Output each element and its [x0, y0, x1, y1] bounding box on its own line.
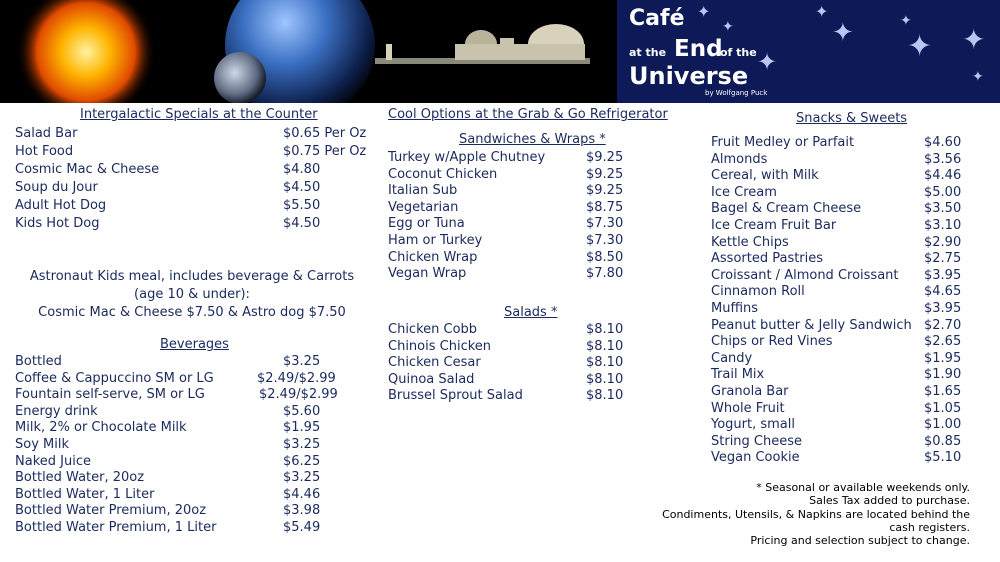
- menu-item-row: [711, 333, 1000, 350]
- menu-item-name: Adult Hot Dog: [15, 198, 107, 213]
- menu-item-row: [15, 502, 321, 519]
- note-registers: cash registers.: [889, 520, 970, 534]
- menu-item-price: $0.85: [924, 433, 962, 449]
- menu-item-name: Bottled Water, 20oz: [15, 470, 145, 486]
- menu-item-row: [15, 453, 321, 470]
- menu-item-row: [15, 370, 336, 387]
- logo-of-the: of the: [720, 46, 757, 59]
- menu-item-name: Trail Mix: [711, 367, 765, 383]
- menu-item-row: [388, 232, 688, 249]
- menu-item-price: $2.65: [924, 334, 962, 350]
- menu-item-row: [711, 366, 1000, 383]
- menu-item-row: [711, 184, 1000, 201]
- moon-illustration: [214, 52, 266, 103]
- menu-item-price: $2.70: [924, 317, 962, 333]
- menu-item-price: $3.56: [924, 151, 962, 167]
- menu-item-name: Vegan Cookie: [711, 450, 800, 466]
- menu-item-row: [388, 166, 688, 183]
- menu-item-price: $8.50: [586, 249, 624, 265]
- menu-item-name: Kids Hot Dog: [15, 216, 100, 231]
- logo-byline: by Wolfgang Puck: [705, 89, 768, 97]
- menu-item-name: Milk, 2% or Chocolate Milk: [15, 420, 187, 436]
- menu-item-price: $8.10: [586, 371, 624, 387]
- menu-item-name: Bottled Water, 1 Liter: [15, 486, 155, 502]
- menu-item-name: Fountain self-serve, SM or LG: [15, 387, 205, 403]
- menu-item-row: [388, 182, 688, 199]
- menu-item-name: Assorted Pastries: [711, 251, 824, 267]
- menu-item-price: $4.65: [924, 284, 962, 300]
- menu-item-name: Egg or Tuna: [388, 216, 465, 232]
- star-icon: ✦: [697, 2, 711, 21]
- menu-item-price: $2.49/$2.99: [257, 370, 336, 386]
- menu-item-row: [711, 267, 1000, 284]
- menu-item-name: Kettle Chips: [711, 234, 789, 250]
- menu-item-name: Vegetarian: [388, 199, 459, 215]
- menu-item-price: $7.80: [586, 266, 624, 282]
- menu-item-row: [388, 215, 688, 232]
- menu-item-row: [15, 419, 321, 436]
- menu-item-price: $3.50: [924, 201, 962, 217]
- menu-item-name: Naked Juice: [15, 453, 91, 469]
- menu-item-price: $4.46: [924, 168, 962, 184]
- menu-item-row: [15, 486, 321, 503]
- menu-item-row: [711, 134, 1000, 151]
- menu-item-name: Ice Cream: [711, 184, 777, 200]
- note-condiments: Condiments, Utensils, & Napkins are located behind the: [662, 507, 970, 521]
- menu-item-price: $4.50: [283, 216, 321, 231]
- menu-item-row: [15, 143, 367, 160]
- kids-meal-line1: Astronaut Kids meal, includes beverage & Carrots: [29, 269, 355, 284]
- menu-item-price: $4.50: [283, 180, 321, 195]
- star-icon: ✦: [907, 29, 933, 64]
- menu-item-row: [388, 354, 688, 371]
- menu-item-name: Energy drink: [15, 403, 98, 419]
- menu-item-price: $8.10: [586, 338, 624, 354]
- menu-item-price: $2.90: [924, 234, 962, 250]
- menu-item-price: $3.25: [283, 354, 321, 369]
- logo-universe: Universe: [629, 62, 749, 90]
- menu-item-row: [15, 215, 321, 232]
- star-icon: ✦: [972, 69, 984, 85]
- menu-item-price: $0.75 Per Oz: [283, 144, 367, 159]
- menu-item-row: [15, 469, 321, 486]
- menu-item-price: $1.05: [924, 400, 962, 416]
- menu-item-price: $8.10: [586, 355, 624, 371]
- menu-item-name: Bottled Water Premium, 20oz: [15, 503, 207, 519]
- header-banner: [0, 0, 1000, 103]
- menu-item-price: $4.46: [283, 486, 321, 502]
- menu-item-name: Cosmic Mac & Cheese: [15, 162, 160, 177]
- menu-item-row: [711, 283, 1000, 300]
- menu-item-name: Salad Bar: [15, 126, 78, 141]
- menu-item-price: $1.65: [924, 384, 962, 399]
- menu-item-name: Cereal, with Milk: [711, 168, 819, 184]
- salads-section-title: Salads *: [504, 305, 558, 320]
- menu-item-name: Turkey w/Apple Chutney: [388, 150, 546, 165]
- menu-item-row: [15, 403, 321, 420]
- menu-item-name: Chicken Cesar: [388, 355, 481, 371]
- menu-item-name: Croissant / Almond Croissant: [711, 267, 899, 283]
- menu-item-name: Coffee & Cappuccino SM or LG: [15, 370, 214, 386]
- menu-item-price: $1.95: [924, 350, 962, 366]
- star-icon: ✦: [722, 19, 734, 35]
- kids-meal-line2: (age 10 & under):: [134, 287, 250, 302]
- menu-item-row: [711, 449, 1000, 466]
- logo-at-the: at the: [629, 46, 667, 59]
- menu-item-row: [711, 234, 1000, 251]
- menu-item-price: $2.49/$2.99: [259, 387, 338, 403]
- menu-item-name: Chicken Cobb: [388, 322, 478, 337]
- menu-item-row: [711, 200, 1000, 217]
- menu-notes: [640, 481, 970, 547]
- star-icon: ✦: [962, 23, 986, 56]
- menu-item-price: $6.25: [283, 453, 321, 469]
- menu-item-name: Candy: [711, 350, 753, 366]
- snacks-section-title: Snacks & Sweets: [796, 111, 908, 126]
- kids-meal-line3: Cosmic Mac & Cheese $7.50 & Astro dog $7.50: [38, 305, 346, 320]
- menu-item-name: Fruit Medley or Parfait: [711, 135, 855, 150]
- menu-item-row: [711, 433, 1000, 450]
- menu-item-row: [388, 149, 688, 166]
- sandwiches-section-title: Sandwiches & Wraps *: [459, 132, 606, 147]
- menu-item-price: $3.25: [283, 470, 321, 486]
- menu-item-row: [15, 161, 321, 178]
- menu-item-price: $1.95: [283, 420, 321, 436]
- menu-item-row: [388, 321, 688, 338]
- menu-item-name: Chicken Wrap: [388, 249, 478, 265]
- menu-item-row: [711, 167, 1000, 184]
- menu-item-price: $5.60: [283, 403, 321, 419]
- menu-item-row: [711, 300, 1000, 317]
- menu-item-price: $3.25: [283, 437, 321, 452]
- menu-item-name: Muffins: [711, 301, 759, 316]
- menu-item-price: $4.60: [924, 135, 962, 150]
- menu-item-row: [711, 217, 1000, 234]
- menu-item-name: Granola Bar: [711, 384, 789, 399]
- menu-item-price: $4.80: [283, 162, 321, 177]
- menu-item-row: [388, 249, 688, 266]
- menu-item-price: $1.00: [924, 417, 962, 433]
- menu-item-price: $9.25: [586, 166, 624, 182]
- menu-item-price: $0.65 Per Oz: [283, 126, 367, 141]
- menu-item-name: Coconut Chicken: [388, 166, 498, 182]
- menu-item-name: Cinnamon Roll: [711, 284, 805, 300]
- menu-item-name: Chinois Chicken: [388, 338, 492, 354]
- menu-item-name: Soup du Jour: [15, 180, 98, 195]
- menu-item-price: $3.98: [283, 503, 321, 519]
- menu-item-row: [388, 199, 688, 216]
- menu-item-name: Soy Milk: [15, 437, 69, 452]
- menu-item-row: [15, 519, 321, 536]
- menu-item-price: $7.30: [586, 233, 624, 248]
- beverages-section-title: Beverages: [160, 337, 229, 352]
- menu-item-price: $3.95: [924, 301, 962, 316]
- menu-item-price: $9.25: [586, 150, 624, 165]
- menu-item-row: [388, 371, 688, 388]
- menu-item-row: [15, 386, 338, 403]
- logo-end: End: [674, 36, 723, 62]
- star-icon: ✦: [757, 48, 778, 76]
- menu-item-row: [711, 250, 1000, 267]
- menu-item-name: Quinoa Salad: [388, 371, 475, 387]
- menu-item-name: Italian Sub: [388, 183, 458, 199]
- cafe-logo: [617, 0, 1000, 103]
- menu-item-row: [388, 338, 688, 355]
- menu-item-price: $5.10: [924, 450, 962, 466]
- menu-item-row: [15, 125, 367, 142]
- menu-item-row: [711, 151, 1000, 168]
- note-sales-tax: Sales Tax added to purchase.: [809, 494, 970, 508]
- menu-item-price: $5.50: [283, 198, 321, 213]
- star-icon: ✦: [900, 13, 912, 29]
- menu-item-price: $3.10: [924, 218, 962, 233]
- star-icon: ✦: [815, 2, 829, 21]
- menu-item-name: Almonds: [711, 151, 768, 167]
- menu-item-price: $8.10: [586, 322, 624, 337]
- note-pricing: Pricing and selection subject to change.: [750, 534, 970, 548]
- menu-item-row: [711, 383, 1000, 400]
- menu-item-name: String Cheese: [711, 433, 803, 449]
- grabgo-section-title: Cool Options at the Grab & Go Refrigerator: [388, 107, 668, 122]
- menu-item-row: [15, 436, 321, 453]
- menu-item-price: $8.10: [586, 388, 624, 404]
- logo-cafe: Café: [629, 6, 685, 31]
- menu-item-row: [711, 350, 1000, 367]
- menu-item-price: $5.49: [283, 520, 321, 535]
- counter-section-title: Intergalactic Specials at the Counter: [80, 107, 318, 122]
- menu-item-row: [388, 387, 688, 404]
- menu-item-price: $3.95: [924, 267, 962, 283]
- menu-item-name: Vegan Wrap: [388, 266, 467, 282]
- menu-item-price: $8.75: [586, 199, 624, 215]
- menu-item-price: $2.75: [924, 251, 962, 267]
- menu-item-row: [711, 317, 1000, 334]
- menu-item-price: $5.00: [924, 184, 962, 200]
- menu-item-name: Whole Fruit: [711, 400, 785, 416]
- menu-item-price: $1.90: [924, 367, 962, 383]
- sun-illustration: [16, 0, 156, 103]
- menu-item-row: [15, 179, 321, 196]
- menu-item-name: Peanut butter & Jelly Sandwich: [711, 317, 912, 333]
- menu-item-name: Bottled: [15, 354, 62, 369]
- menu-item-row: [388, 265, 688, 282]
- menu-item-name: Ice Cream Fruit Bar: [711, 218, 837, 233]
- menu-item-name: Yogurt, small: [711, 417, 795, 433]
- menu-item-name: Ham or Turkey: [388, 233, 483, 248]
- menu-item-name: Brussel Sprout Salad: [388, 388, 523, 404]
- note-seasonal: * Seasonal or available weekends only.: [756, 481, 970, 494]
- menu-item-name: Hot Food: [15, 144, 74, 159]
- menu-item-row: [15, 353, 321, 370]
- menu-item-name: Chips or Red Vines: [711, 334, 833, 350]
- menu-item-price: $7.30: [586, 216, 624, 232]
- menu-item-row: [711, 400, 1000, 417]
- menu-item-name: Bagel & Cream Cheese: [711, 201, 862, 217]
- star-icon: ✦: [832, 18, 854, 48]
- menu-item-name: Bottled Water Premium, 1 Liter: [15, 520, 217, 535]
- menu-item-row: [15, 197, 321, 214]
- menu-item-price: $9.25: [586, 183, 624, 199]
- menu-item-row: [711, 416, 1000, 433]
